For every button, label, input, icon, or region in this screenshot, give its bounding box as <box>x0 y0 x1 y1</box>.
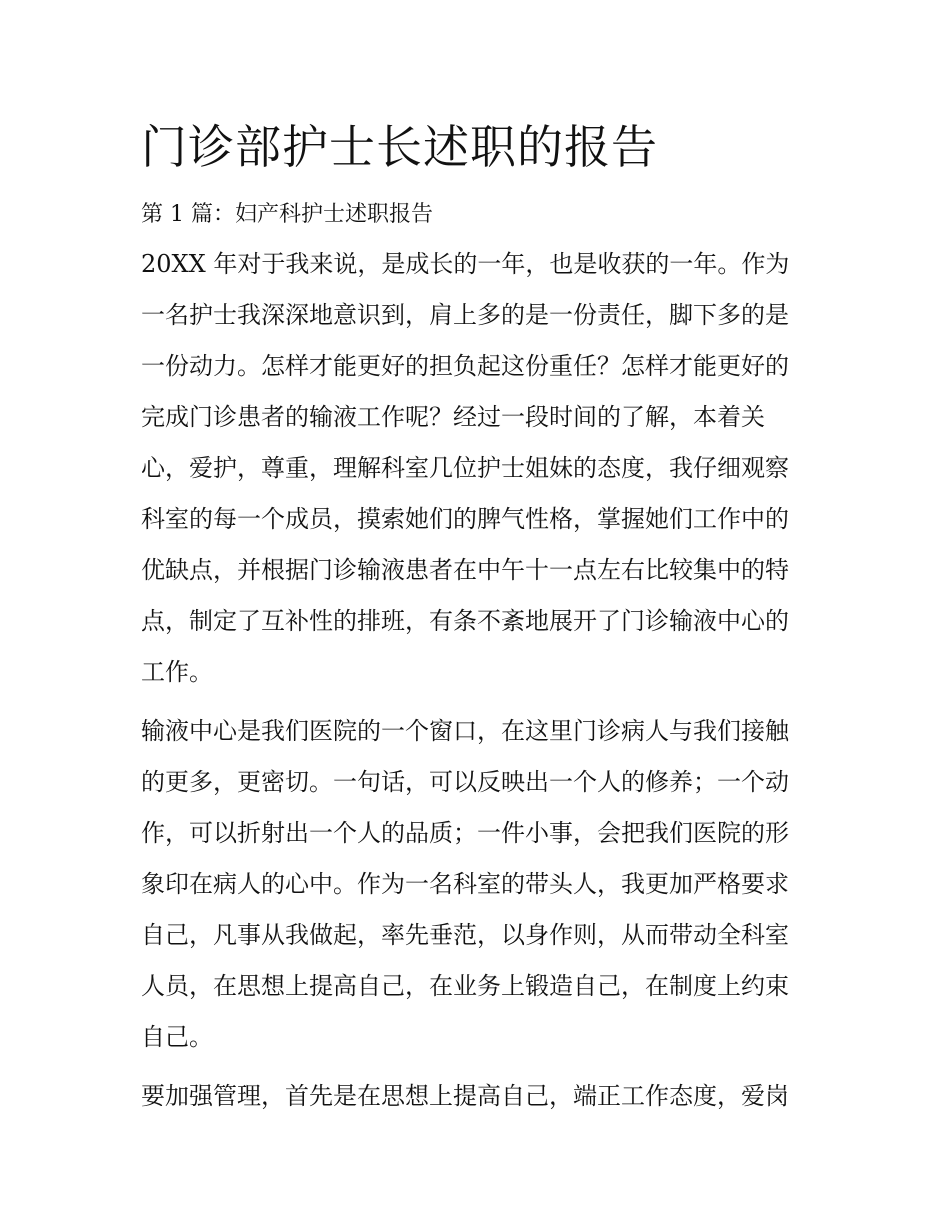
chapter-subheading: 第 1 篇：妇产科护士述职报告 <box>141 202 433 227</box>
document-body <box>141 113 813 1122</box>
paragraph-line: 完成门诊患者的输液工作呢？经过一段时间的了解，本着关 <box>141 403 765 431</box>
paragraph-line: 的更多，更密切。一句话，可以反映出一个人的修养；一个动 <box>141 768 789 796</box>
paragraph-line: 科室的每一个成员，摸索她们的脾气性格，掌握她们工作中的 <box>141 505 789 533</box>
paragraph-line: 一名护士我深深地意识到，肩上多的是一份责任，脚下多的是 <box>141 301 789 329</box>
paragraph-line: 作，可以折射出一个人的品质；一件小事，会把我们医院的形 <box>141 819 789 847</box>
paragraph-line: 自己。 <box>141 1023 213 1051</box>
paragraph-2 <box>141 706 813 1063</box>
paragraph-line: 工作。 <box>141 658 213 686</box>
paragraph-line: 心，爱护，尊重，理解科室几位护士姐妹的态度，我仔细观察 <box>141 454 789 482</box>
paragraph-line: 象印在病人的心中。作为一名科室的带头人，我更加严格要求 <box>141 870 789 898</box>
paragraph-line: 优缺点，并根据门诊输液患者在中午十一点左右比较集中的特 <box>141 556 789 584</box>
paragraph-line: 点，制定了互补性的排班，有条不紊地展开了门诊输液中心的 <box>141 607 789 635</box>
paragraph-3 <box>141 1071 813 1122</box>
document-title: 门诊部护士长述职的报告 <box>141 120 658 174</box>
paragraph-1 <box>141 239 813 698</box>
paragraph-line: 自己，凡事从我做起，率先垂范，以身作则，从而带动全科室 <box>141 921 789 949</box>
paragraph-line: 输液中心是我们医院的一个窗口，在这里门诊病人与我们接触 <box>141 717 789 745</box>
paragraph-line: 要加强管理，首先是在思想上提高自己，端正工作态度，爱岗 <box>141 1082 789 1110</box>
paragraph-line: 20XX 年对于我来说，是成长的一年，也是收获的一年。作为 <box>141 250 790 278</box>
paragraph-line: 人员，在思想上提高自己，在业务上锻造自己，在制度上约束 <box>141 972 789 1000</box>
paragraph-line: 一份动力。怎样才能更好的担负起这份重任？怎样才能更好的 <box>141 352 789 380</box>
